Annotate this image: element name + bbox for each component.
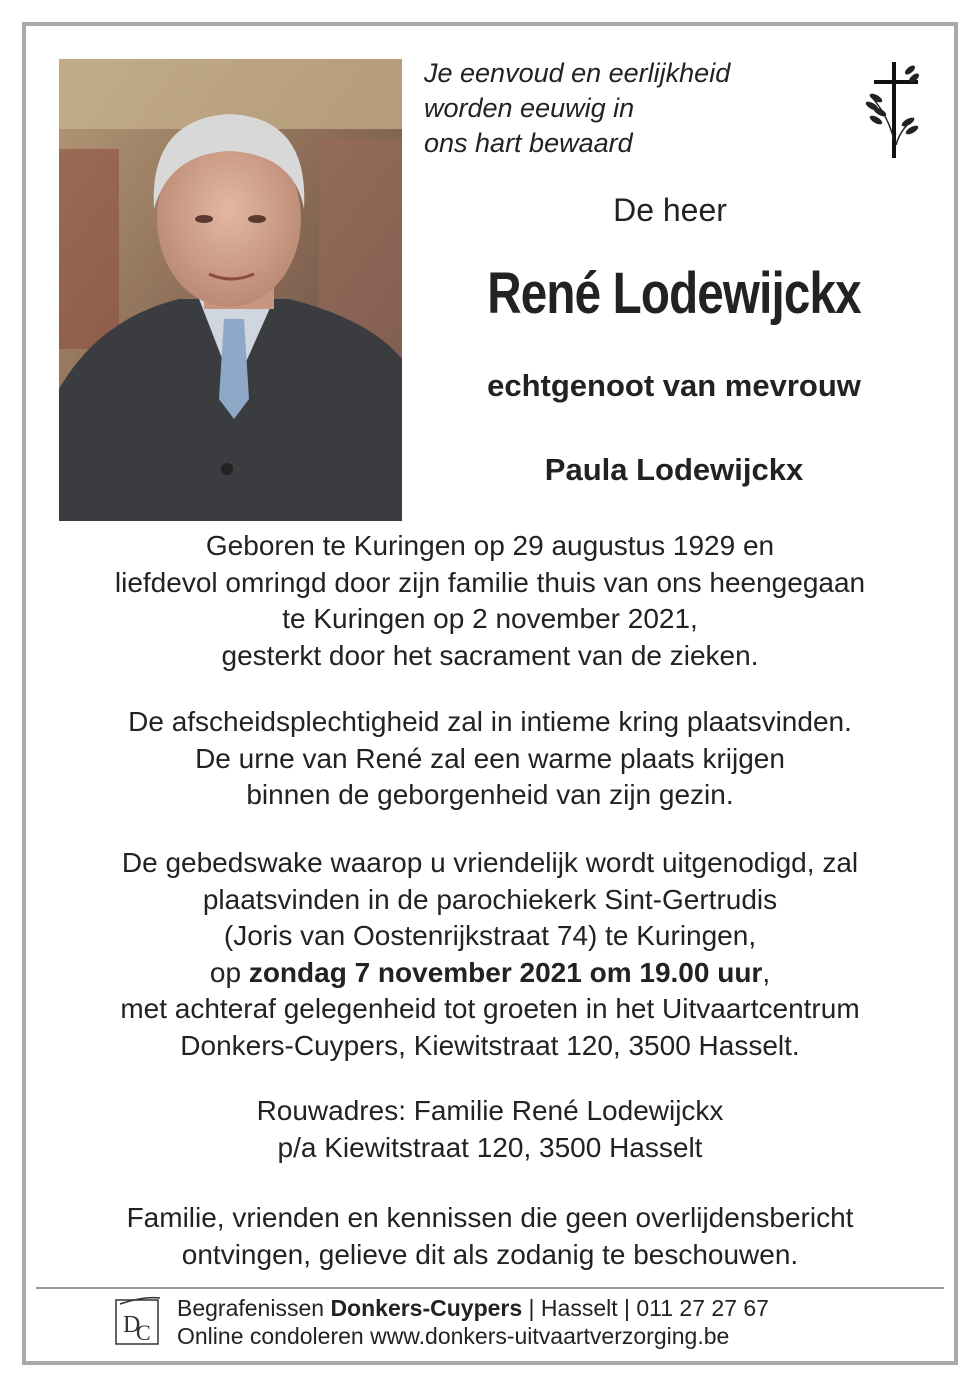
- text-line: De afscheidsplechtigheid zal in intieme kring plaatsvinden.: [128, 706, 852, 737]
- text-line: binnen de geborgenheid van zijn gezin.: [246, 779, 734, 810]
- text-line: gesterkt door het sacrament van de zieken.: [221, 639, 759, 671]
- text-line: ontvingen, gelieve dit als zodanig te beschouwen.: [181, 1238, 799, 1270]
- website-link[interactable]: www.donkers-uitvaartverzorging.be: [370, 1323, 730, 1349]
- notice-paragraph: [40, 1200, 940, 1273]
- ceremony-paragraph: [40, 704, 940, 814]
- text-line: Familie, vrienden en kennissen die geen overlijdensbericht: [126, 1202, 854, 1233]
- text-fragment: ,: [762, 956, 771, 988]
- text-line: p/a Kiewitstraat 120, 3500 Hasselt: [277, 1131, 703, 1163]
- motto-line: Je eenvoud en eerlijkheid: [424, 58, 731, 88]
- text-line: De gebedswake waarop u vriendelijk wordt uitgenodigd, zal: [121, 847, 859, 878]
- footer-online-line: [177, 1322, 769, 1350]
- wake-date: zondag 7 november 2021 om 19.00 uur: [248, 956, 763, 988]
- honorific: De heer: [613, 192, 727, 228]
- address-paragraph: [40, 1093, 940, 1166]
- motto-line: ons hart bewaard: [424, 128, 633, 158]
- footer-prefix: Begrafenissen: [177, 1295, 331, 1321]
- svg-text:D: D: [123, 1312, 141, 1338]
- spouse-name: Paula Lodewijckx: [544, 452, 804, 487]
- text-line: plaatsvinden in de parochiekerk Sint-Gertrudis: [202, 883, 778, 915]
- text-line: Rouwadres: Familie René Lodewijckx: [256, 1095, 724, 1126]
- footer-company-line: [177, 1294, 769, 1322]
- company-name: Donkers-Cuypers: [330, 1295, 523, 1321]
- text-line: te Kuringen op 2 november 2021,: [282, 603, 698, 634]
- text-line: Geboren te Kuringen op 29 augustus 1929 en: [205, 530, 775, 561]
- birth-paragraph: [40, 528, 940, 674]
- footer: [177, 1294, 769, 1350]
- text-line: liefdevol omringd door zijn familie thuis van ons heengegaan: [114, 566, 866, 598]
- spouse-label: echtgenoot van mevrouw: [487, 368, 861, 403]
- text-line: met achteraf gelegenheid tot groeten in het Uitvaartcentrum: [120, 993, 860, 1024]
- footer-city-phone: | Hasselt | 011 27 27 67: [522, 1295, 769, 1321]
- motto-line: worden eeuwig in: [424, 93, 635, 123]
- text-line: (Joris van Oostenrijkstraat 74) te Kuringen,: [223, 920, 757, 951]
- portrait-photo: [59, 59, 402, 521]
- online-label: Online condoleren: [177, 1323, 371, 1349]
- cross-icon: [850, 60, 930, 160]
- wake-paragraph: [40, 845, 940, 1064]
- footer-divider: [36, 1287, 944, 1289]
- motto: [424, 56, 804, 161]
- deceased-name: René Lodewijckx: [487, 261, 861, 326]
- svg-text:C: C: [136, 1320, 151, 1345]
- text-line: Donkers-Cuypers, Kiewitstraat 120, 3500 Hasselt.: [180, 1029, 800, 1061]
- wake-date-line: [40, 955, 940, 992]
- text-fragment: op: [209, 956, 249, 988]
- funeral-home-logo-icon: [114, 1296, 162, 1348]
- text-line: De urne van René zal een warme plaats krijgen: [195, 742, 785, 774]
